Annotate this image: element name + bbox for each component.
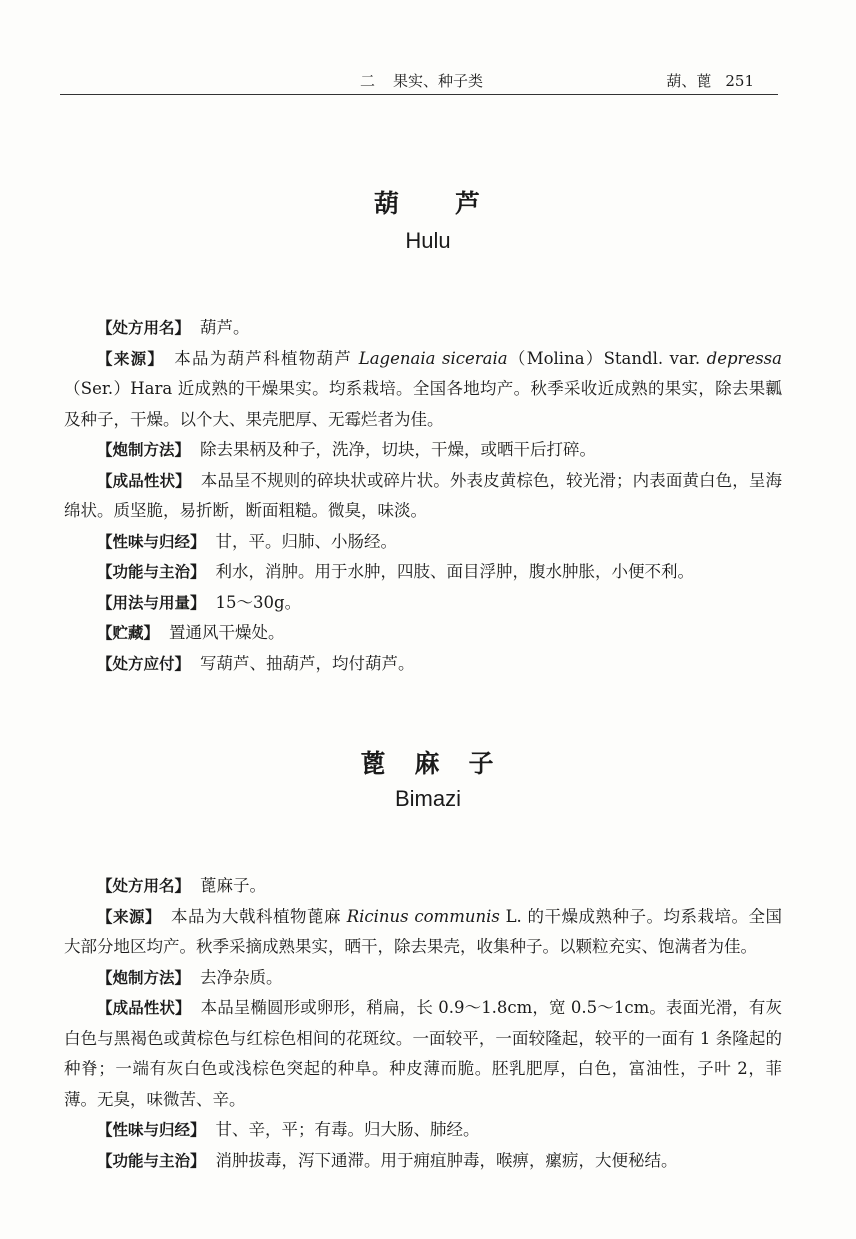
field-label: 【 来源 】 (97, 908, 161, 926)
field-text: （Molina）Standl. var. (507, 348, 707, 368)
section-title: 果实、种子类 (393, 72, 484, 90)
entry-title-cn: 葫 芦 (373, 189, 482, 218)
entry-paragraph (64, 963, 782, 994)
entry-paragraph (64, 313, 782, 344)
page-number: 251 (725, 72, 754, 90)
field-label: 【 炮制方法 】 (97, 969, 190, 987)
entry-paragraph (64, 871, 782, 902)
entry-paragraph (64, 557, 782, 588)
latin-name: Ricinus communis (346, 906, 500, 926)
field-label: 【 性味与归经 】 (97, 533, 206, 551)
entry-paragraph (64, 618, 782, 649)
field-label: 【 贮藏 】 (97, 624, 159, 642)
field-text: 蓖麻子。 (200, 876, 267, 895)
entry-hulu-body (64, 313, 782, 679)
entry-paragraph (64, 649, 782, 680)
field-text: 去净杂质。 (200, 967, 283, 987)
section-heading (360, 70, 501, 91)
entry-title-en: Bimazi (394, 786, 461, 811)
field-label: 【 处方用名 】 (97, 319, 190, 337)
entry-paragraph (64, 466, 782, 527)
field-text: 本品为大戟科植物蓖麻 (171, 906, 347, 926)
field-text: （Ser.）Hara 近成熟的干燥果实。均系栽培。全国各地均产。秋季采收近成熟的果实，除去果瓤及种子，干燥。以个大、果壳肥厚、无霉烂者为佳。 (64, 379, 782, 429)
field-text: L. 的干燥成熟种子。均系栽培。全国大部分地区均产。秋季采摘成熟果实，晒干，除去果壳，收集种子。以颗粒充实、饱满者为佳。 (64, 906, 782, 956)
entry-paragraph (64, 527, 782, 558)
field-label: 【 功能与主治 】 (97, 1152, 206, 1170)
header-entries: 葫、蓖 (666, 72, 712, 90)
field-text: 葫芦。 (200, 318, 250, 337)
field-label: 【 炮制方法 】 (97, 441, 190, 459)
entry-paragraph (64, 902, 782, 963)
field-text: 置通风干燥处。 (169, 623, 285, 642)
field-label: 【 来源 】 (97, 350, 164, 368)
field-text: 甘、辛，平；有毒。归大肠、肺经。 (215, 1120, 480, 1139)
running-header (60, 68, 778, 95)
field-label: 【 成品性状 】 (97, 472, 191, 490)
field-label: 【 成品性状 】 (97, 999, 191, 1017)
field-text: 15～30g。 (215, 592, 302, 612)
field-text: 写葫芦、抽葫芦，均付葫芦。 (200, 653, 415, 673)
latin-name: Lagenaia siceraia (358, 348, 508, 368)
field-text: 除去果柄及种子，洗净，切块，干燥，或晒干后打碎。 (200, 440, 597, 459)
entry-bimazi-body (64, 871, 782, 1176)
field-text: 消肿拔毒，泻下通滞。用于痈疽肿毒，喉痹，瘰疬，大便秘结。 (215, 1150, 678, 1170)
entry-paragraph (64, 1146, 782, 1177)
field-text: 本品呈不规则的碎块状或碎片状。外表皮黄棕色，较光滑；内表面黄白色，呈海绵状。质坚脆，易折断，断面粗糙。微臭，味淡。 (64, 470, 782, 520)
entry-paragraph (64, 435, 782, 466)
field-text: 利水，消肿。用于水肿，四肢、面目浮肿，腹水肿胀，小便不利。 (215, 562, 695, 581)
field-text: 本品呈椭圆形或卵形，稍扁，长 0.9～1.8cm，宽 0.5～1cm。表面光滑，有灰白色与黑褐色或黄棕色与红棕色相间的花斑纹。一面较平，一面较隆起，较平的一面有 1 条隆起的种脊；一端有灰白色或浅棕色突起的种阜。种皮薄而脆。胚乳肥厚，白色，富油性，子叶 2，菲薄。无臭，味微苦、辛。 (64, 998, 782, 1109)
field-label: 【 性味与归经 】 (97, 1121, 206, 1139)
entry-title-en: Hulu (405, 228, 451, 253)
section-number: 二 (360, 72, 376, 90)
entry-paragraph (64, 588, 782, 619)
entry-paragraph (64, 1115, 782, 1146)
field-label: 【 处方应付 】 (97, 655, 190, 673)
entry-title-cn: 蓖 麻 子 (360, 749, 496, 778)
latin-name: depressa (706, 348, 782, 368)
header-right (666, 70, 754, 91)
field-label: 【 功能与主治 】 (97, 563, 206, 581)
entry-paragraph (64, 993, 782, 1115)
field-text: 甘，平。归肺、小肠经。 (215, 531, 398, 551)
field-label: 【 处方用名 】 (97, 877, 190, 895)
field-label: 【 用法与用量 】 (97, 594, 206, 612)
field-text: 本品为葫芦科植物葫芦 (174, 348, 359, 368)
entry-paragraph (64, 344, 782, 436)
